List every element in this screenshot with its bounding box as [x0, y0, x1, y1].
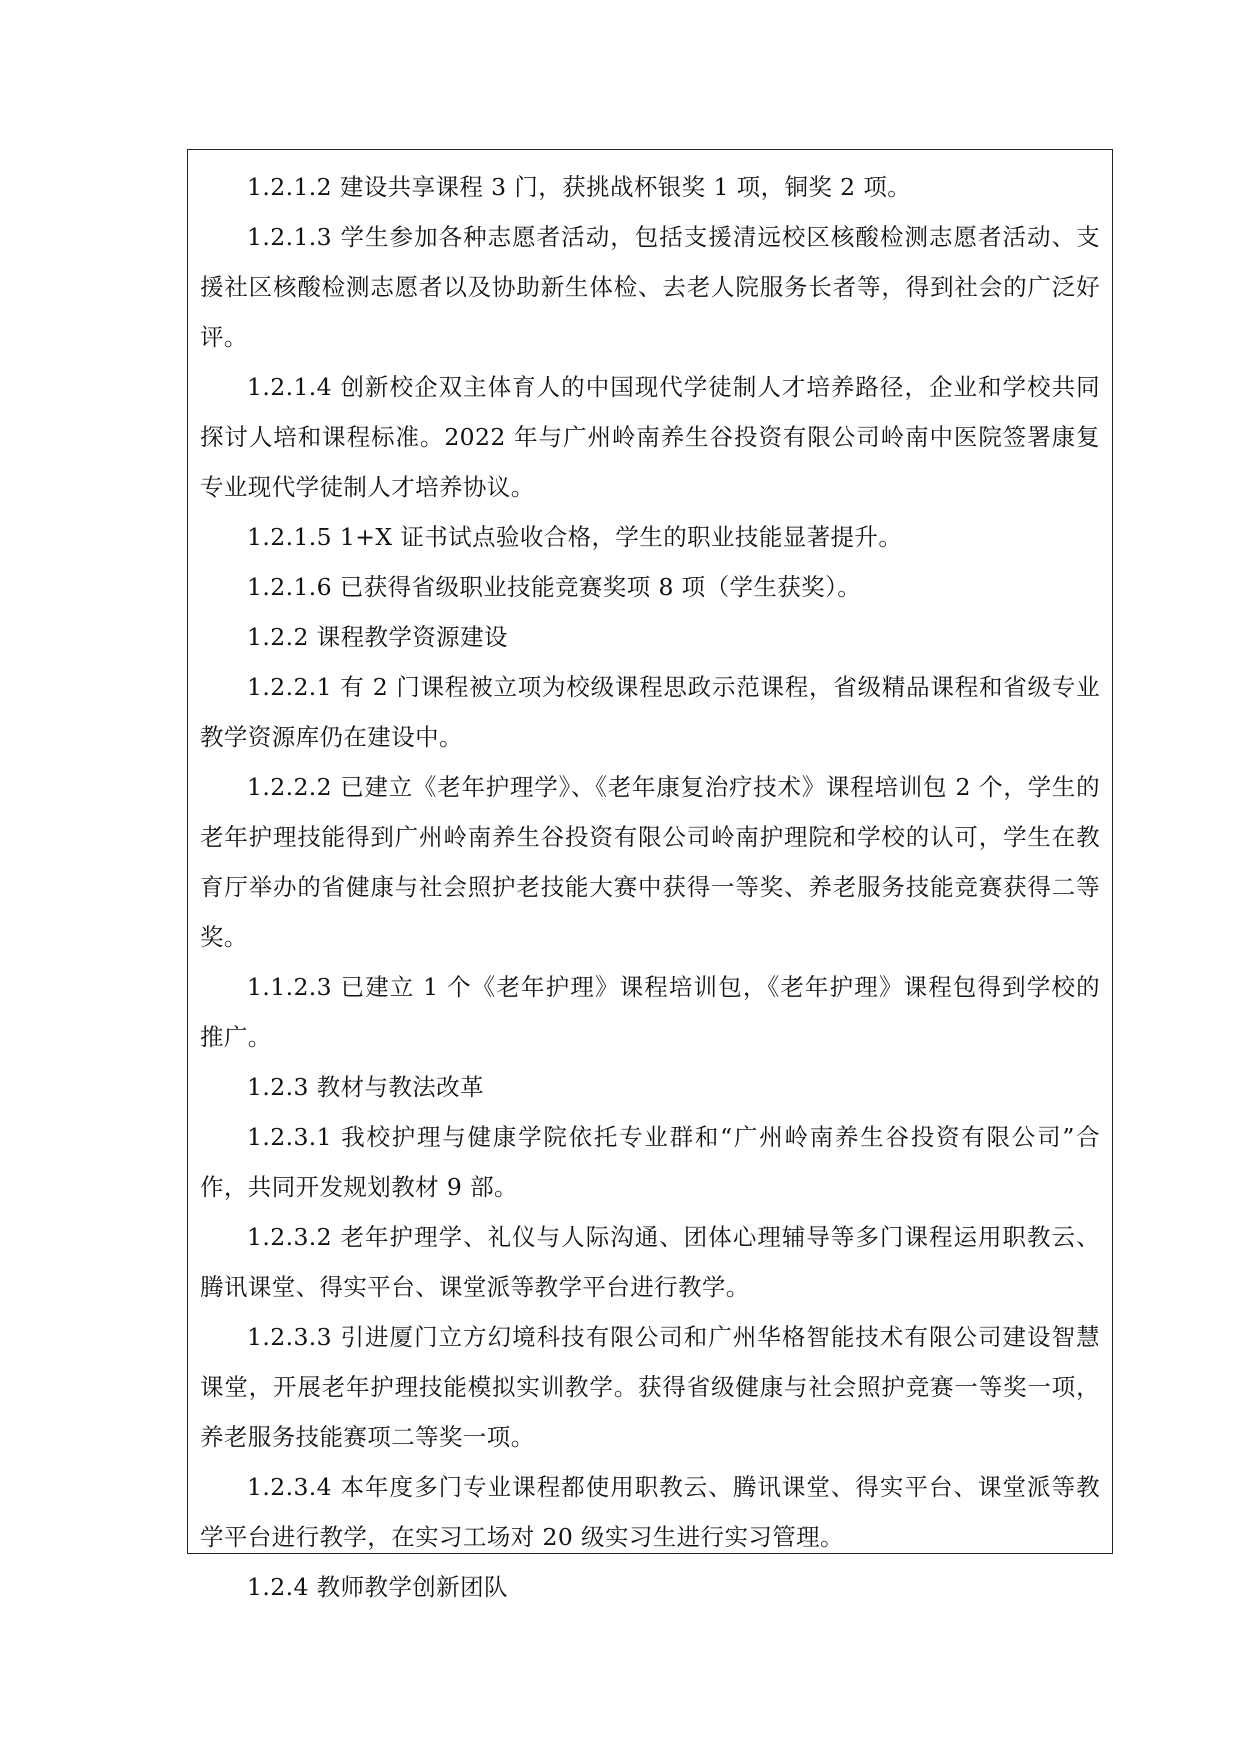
section-heading-1-2-3: 1.2.3 教材与教法改革: [247, 1073, 484, 1101]
paragraph-1-2-3-3: 1.2.3.3 引进厦门立方幻境科技有限公司和广州华格智能技术有限公司建设智慧课堂，开展老年护理技能模拟实训教学。获得省级健康与社会照护竞赛一等奖一项，养老服务技能赛项二等奖一项。: [200, 1323, 1100, 1451]
section-heading-1-2-2: 1.2.2 课程教学资源建设: [247, 623, 508, 651]
section-heading-1-2-4: 1.2.4 教师教学创新团队: [247, 1573, 508, 1601]
paragraph-1-2-1-2: 1.2.1.2 建设共享课程 3 门，获挑战杯银奖 1 项，铜奖 2 项。: [247, 173, 912, 201]
paragraph-1-1-2-3: 1.1.2.3 已建立 1 个《老年护理》课程培训包，《老年护理》课程包得到学校的推广。: [200, 973, 1100, 1051]
paragraph-1-2-1-6: 1.2.1.6 已获得省级职业技能竞赛奖项 8 项（学生获奖）。: [247, 573, 862, 601]
paragraph-1-2-3-1: 1.2.3.1 我校护理与健康学院依托专业群和“广州岭南养生谷投资有限公司”合作，共同开发规划教材 9 部。: [200, 1123, 1100, 1201]
paragraph-1-2-2-1: 1.2.2.1 有 2 门课程被立项为校级课程思政示范课程，省级精品课程和省级专业教学资源库仍在建设中。: [200, 673, 1100, 751]
paragraph-1-2-3-4: 1.2.3.4 本年度多门专业课程都使用职教云、腾讯课堂、得实平台、课堂派等教学平台进行教学，在实习工场对 20 级实习生进行实习管理。: [200, 1473, 1100, 1551]
paragraph-1-2-1-4: 1.2.1.4 创新校企双主体育人的中国现代学徒制人才培养路径，企业和学校共同探讨人培和课程标准。2022 年与广州岭南养生谷投资有限公司岭南中医院签署康复专业现代学徒制人才培养协议。: [200, 373, 1100, 501]
paragraph-1-2-1-3: 1.2.1.3 学生参加各种志愿者活动，包括支援清远校区核酸检测志愿者活动、支援社区核酸检测志愿者以及协助新生体检、去老人院服务长者等，得到社会的广泛好评。: [200, 223, 1100, 351]
paragraph-1-2-1-5: 1.2.1.5 1+X 证书试点验收合格，学生的职业技能显著提升。: [247, 523, 903, 551]
paragraph-1-2-3-2: 1.2.3.2 老年护理学、礼仪与人际沟通、团体心理辅导等多门课程运用职教云、腾讯课堂、得实平台、课堂派等教学平台进行教学。: [200, 1223, 1100, 1301]
paragraph-1-2-2-2: 1.2.2.2 已建立《老年护理学》、《老年康复治疗技术》课程培训包 2 个，学生的老年护理技能得到广州岭南养生谷投资有限公司岭南护理院和学校的认可，学生在教育厅举办的省健康与社会照护老技能大赛中获得一等奖、养老服务技能竞赛获得二等奖。: [200, 773, 1100, 951]
document-body: [200, 162, 1100, 1612]
